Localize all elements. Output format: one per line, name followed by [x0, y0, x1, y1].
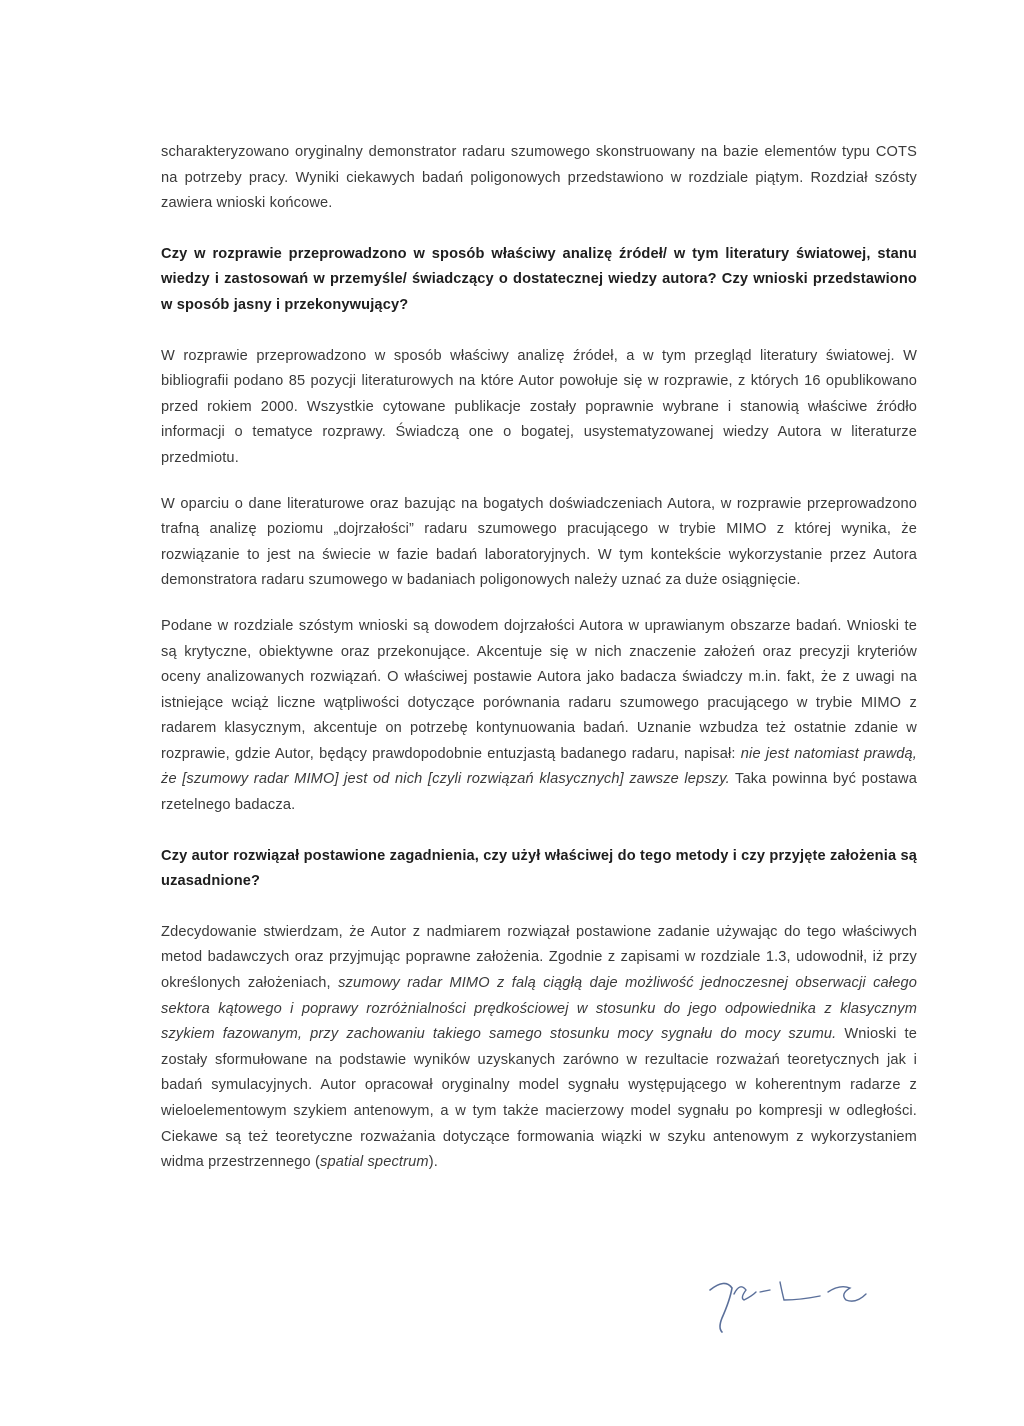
paragraph-methods	[161, 920, 917, 1176]
review-document	[161, 140, 917, 1176]
conclusions-quote: nie jest natomiast prawdą, że [szumowy radar MIMO] jest od nich [czyli rozwiązań klasycznych] zawsze lepszy.	[161, 745, 917, 788]
paragraph-intro: scharakteryzowano oryginalny demonstrator radaru szumowego skonstruowany na bazie elementów typu COTS na potrzeby pracy. Wyniki ciekawych badań poligonowych przedstawiono w rozdziale piątym. Rozdział szósty zawiera wnioski końcowe.	[161, 144, 917, 212]
conclusions-text-b: Taka powinna być postawa rzetelnego badacza.	[161, 771, 917, 814]
paragraph-maturity: W oparciu o dane literaturowe oraz bazując na bogatych doświadczeniach Autora, w rozprawie przeprowadzono trafną analizę poziomu „dojrzałości” radaru szumowego pracującego w trybie MIMO z której wynika, że rozwiązanie to jest na świecie w fazie badań laboratoryjnych. W tym kontekście wykorzystanie przez Autora demonstratora radaru szumowego w badaniach poligonowych należy uznać za duże osiągnięcie.	[161, 495, 917, 589]
paragraph-conclusions	[161, 614, 917, 819]
methods-text-a: Zdecydowanie stwierdzam, że Autor z nadmiarem rozwiązał postawione zadanie używając do tego właściwych metod badawczych oraz przyjmując poprawne założenia. Zgodnie z zapisami w rozdziale 1.3, udowodnił, iż przy określonych założeniach,	[161, 923, 917, 992]
handwritten-signature-icon	[700, 1270, 880, 1340]
methods-term: spatial spectrum	[320, 1154, 429, 1171]
methods-text-c: ).	[428, 1154, 438, 1171]
question-sources: Czy w rozprawie przeprowadzono w sposób właściwy analizę źródeł/ w tym literatury światowej, stanu wiedzy i zastosowań w przemyśle/ świadczący o dostatecznej wiedzy autora? Czy wnioski przedstawiono w sposób jasny i przekonywujący?	[161, 245, 917, 313]
methods-text-b: Wnioski te zostały sformułowane na podstawie wyników uzyskanych zarówno w rezultacie rozważań teoretycznych jak i badań symulacyjnych. Autor opracował oryginalny model sygnału występującego w koherentnym radarze z wieloelementowym szykiem antenowym, a w tym także macierzowy model sygnału po kompresji w odległości. Ciekawe są też teoretyczne rozważania dotyczące formowania wiązki w szyku antenowym z wykorzystaniem widma przestrzennego (	[161, 1026, 918, 1171]
question-methods: Czy autor rozwiązał postawione zagadnienia, czy użył właściwej do tego metody i czy przyjęte założenia są uzasadnione?	[161, 847, 917, 890]
conclusions-text-a: Podane w rozdziale szóstym wnioski są dowodem dojrzałości Autora w uprawianym obszarze badań. Wnioski te są krytyczne, obiektywne oraz przekonujące. Akcentuje się w nich znaczenie założeń oraz precyzji kryteriów oceny analizowanych rozwiązań. O właściwej postawie Autora jako badacza świadczy m.in. fakt, że z uwagi na istniejące wciąż liczne wątpliwości dotyczące porównania radaru szumowego pracującego w trybie MIMO z radarem klasycznym, akcentuje on potrzebę kontynuowania badań. Uznanie wzbudza też ostatnie zdanie w rozprawie, gdzie Autor, będący prawdopodobnie entuzjastą badanego radaru, napisał:	[161, 617, 917, 762]
paragraph-literature: W rozprawie przeprowadzono w sposób właściwy analizę źródeł, a w tym przegląd literatury światowej. W bibliografii podano 85 pozycji literaturowych na które Autor powołuje się w rozprawie, z których 16 opublikowano przed rokiem 2000. Wszystkie cytowane publikacje zostały poprawnie wybrane i stanowią właściwe źródło informacji o tematyce rozprawy. Świadczą one o bogatej, usystematyzowanej wiedzy Autora w literaturze przedmiotu.	[161, 347, 917, 466]
methods-quote: szumowy radar MIMO z falą ciągłą daje możliwość jednoczesnej obserwacji całego sektora kątowego i poprawy rozróżnialności prędkościowej w stosunku do jego odpowiednika z klasycznym szykiem fazowanym, przy zachowaniu takiego samego stosunku mocy sygnału do mocy szumu.	[161, 975, 918, 1043]
